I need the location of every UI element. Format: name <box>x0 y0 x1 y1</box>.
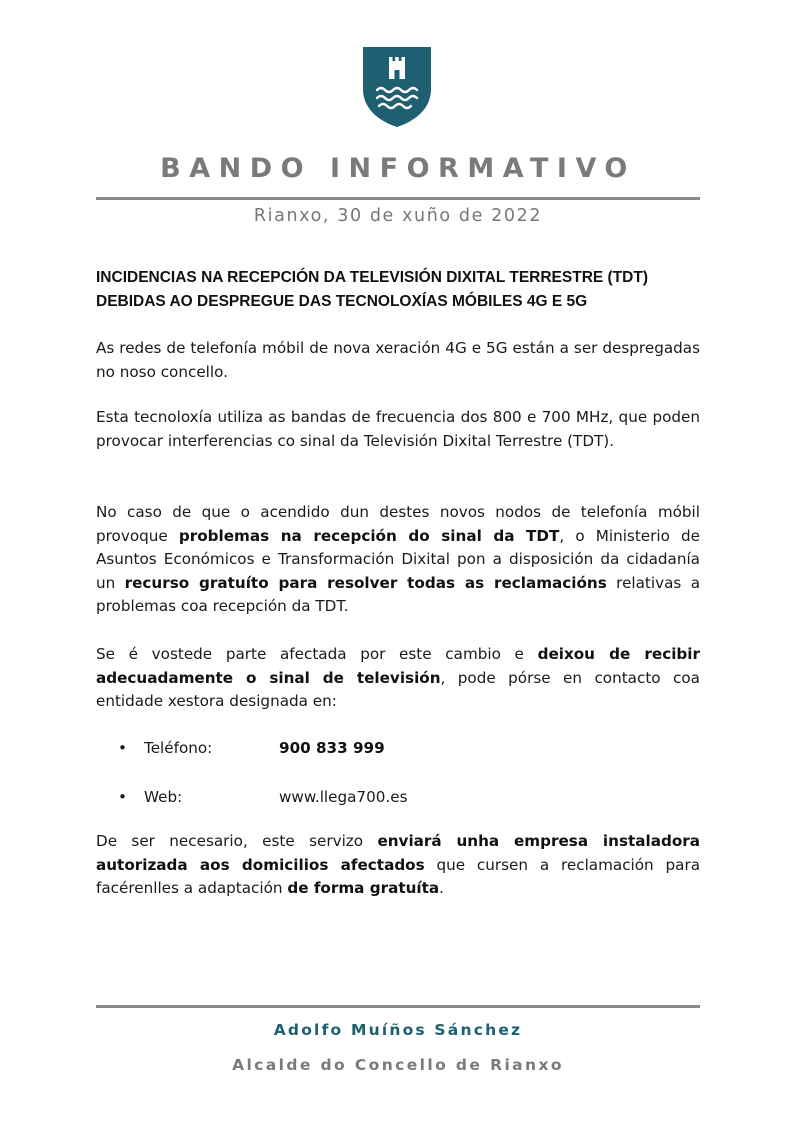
bottom-divider <box>96 1005 700 1008</box>
subject-heading <box>96 266 700 314</box>
web-address: www.llega700.es <box>279 788 408 806</box>
paragraph-frequency: Esta tecnoloxía utiliza as bandas de frecuencia dos 800 e 700 MHz, que poden provocar interferencias co sinal da Televisión Dixital Terrestre (TDT). <box>96 408 700 450</box>
text-segment: que cursen a reclamación para facérenlles a adaptación <box>96 855 700 897</box>
text-segment: , pode pórse en contacto coa entidade xestora designada en: <box>96 668 700 710</box>
text-segment: . <box>439 879 444 897</box>
bullet-icon: • <box>118 739 127 757</box>
signatory-role: Alcalde do Concello de Rianxo <box>232 1056 564 1074</box>
contact-phone-item <box>96 736 700 760</box>
web-label: Web: <box>144 788 183 806</box>
emphasis-text: problemas na recepción do sinal da TDT <box>178 526 560 545</box>
emphasis-text: de forma gratuíta <box>287 879 440 897</box>
page-title: BANDO INFORMATIVO <box>160 153 636 184</box>
signatory-name: Adolfo Muíños Sánchez <box>273 1021 523 1039</box>
text-segment: No caso de que o acendido dun destes novos nodos de telefonía móbil provoque <box>96 503 700 545</box>
subject-line-2: DEBIDAS AO DESPREGUE DAS TECNOLOXÍAS MÓBILES 4G E 5G <box>96 293 588 310</box>
text-segment: Se é vostede parte afectada por este cambio e <box>96 645 538 663</box>
phone-number: 900 833 999 <box>279 739 385 757</box>
emphasis-text: recurso gratuíto para resolver todas as reclamacións <box>124 573 607 592</box>
paragraph-intro: As redes de telefonía móbil de nova xeración 4G e 5G están a ser despregadas no noso concello. <box>96 339 700 381</box>
phone-label: Teléfono: <box>144 739 213 757</box>
top-divider <box>96 197 700 200</box>
date-line: Rianxo, 30 de xuño de 2022 <box>253 206 543 226</box>
text-segment: relativas a problemas coa recepción da TDT. <box>96 573 700 615</box>
subject-line-1: INCIDENCIAS NA RECEPCIÓN DA TELEVISIÓN DIXITAL TERRESTRE (TDT) <box>96 269 648 286</box>
paragraph-resource <box>96 501 700 619</box>
emphasis-text: enviará unha empresa instaladora autorizada aos domicilios afectados <box>96 832 700 874</box>
text-segment: , o Ministerio de Asuntos Económicos e Transformación Dixital pon a disposición da cidadanía un <box>96 526 700 592</box>
bullet-icon: • <box>118 788 127 806</box>
coat-of-arms-icon <box>363 47 431 127</box>
paragraph-installer <box>96 830 700 901</box>
text-segment: De ser necesario, este servizo <box>96 832 378 850</box>
contact-web-item <box>96 785 700 809</box>
emphasis-text: deixou de recibir adecuadamente o sinal de televisión <box>96 645 700 687</box>
paragraph-affected <box>96 643 700 714</box>
